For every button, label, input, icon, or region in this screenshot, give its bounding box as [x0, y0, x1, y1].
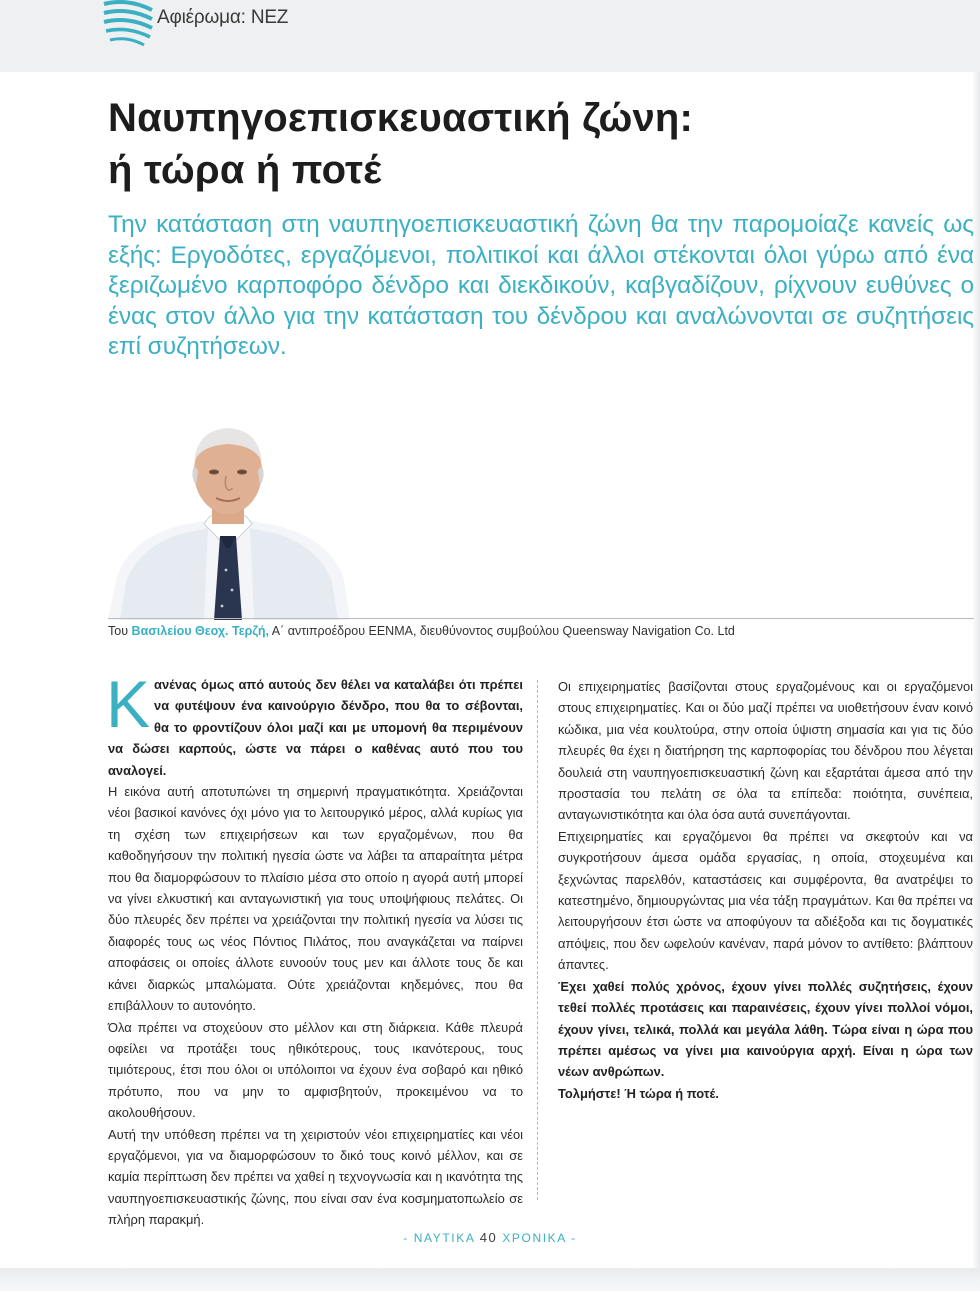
- column-divider: [537, 680, 538, 1200]
- page-number: 40: [479, 1230, 498, 1245]
- article-lede: Την κατάσταση στη ναυπηγοεπισκευαστική ζώνη θα την παρομοίαζε κανείς ως εξής: Εργοδότες, εργαζόμενοι, πολιτικοί και άλλοι στέκονται όλοι γύρω από ένα ξεριζωμένο καρποφόρο δένδρο και διεκδικούν, καβγαδίζουν, ρίχνουν ευθύνες ο ένας στον άλλο για την κατάσταση του δένδρου και αναλώνονται σε συζητήσεις επί συζητήσεων.: [108, 211, 974, 361]
- intro-paragraph: [106, 667, 523, 781]
- paragraph-2: Όλα πρέπει να στοχεύουν στο μέλλον και στη διάρκεια. Κάθε πλευρά οφείλει να προτάξει τους ηθικότερους, τους ικανότερους, τους τιμιότερους, έτσι που όλοι οι υπόλοιποι να έχουν ένα σοβαρό και ηθικό πρότυπο, που να μην το αμφισβητούν, προκειμένου να το ακολουθήσουν.: [108, 1019, 523, 1121]
- paragraph-4: Οι επιχειρηματίες βασίζονται στους εργαζομένους και οι εργαζόμενοι στους επιχειρηματίες. Και οι δύο μαζί πρέπει να υιοθετήσουν έναν κοινό κώδικα, μια νέα κουλτούρα, στην οποία ύψιστη σημασία και για τις δύο πλευρές θα έχει η διατήρηση της καρποφορίας του δένδρου που λέγεται δουλειά στη ναυπηγοεπισκευαστική ζώνη και εξαρτάται άμεσα από την προστασία του πελάτη σε όλα τα επίπεδα: ποιότητα, συνέπεια, ανταγωνιστικότητα και όλα όσα αυτά συνεπάγονται.: [558, 679, 973, 823]
- page-footer: [0, 1230, 980, 1245]
- footer-right: ΧΡΟΝΙΚΑ -: [502, 1231, 577, 1245]
- drop-cap: Κ: [106, 667, 151, 741]
- title-line-2: ή τώρα ή ποτέ: [108, 148, 382, 192]
- byline: [108, 624, 735, 638]
- closing-paragraph: Έχει χαθεί πολύς χρόνος, έχουν γίνει πολλές συζητήσεις, έχουν τεθεί πολλές προτάσεις και παραινέσεις, έχουν γίνει πολλοί νόμοι, έχουν γίνει, τελικά, πολλά και μεγάλα λάθη. Τώρα είναι η ώρα που πρέπει αμέσως να γίνει μια καινούργια αρχή. Είναι η ώρα των νέων ανθρώπων.: [558, 978, 973, 1080]
- byline-prefix: Του: [108, 624, 129, 638]
- footer-left: - ΝΑΥΤΙΚΑ: [403, 1231, 475, 1245]
- paragraph-3: Αυτή την υπόθεση πρέπει να τη χειριστούν νέοι επιχειρηματίες και νέοι εργαζόμενοι, για να διαμορφώσουν το δικό τους κοινό μέλλον, και σε καμία περίπτωση δεν πρέπει να χαθεί η τεχνογνωσία και η ικανότητα της ναυπηγοεπισκευαστικής ζώνης, που είναι σαν ένα κοσμηματοπωλείο σε πλήρη παρακμή.: [108, 1126, 523, 1228]
- byline-author: Βασιλείου Θεοχ. Τερζή,: [131, 624, 269, 638]
- page-bottom-shadow: [0, 1268, 980, 1291]
- byline-divider: [108, 618, 974, 619]
- paragraph-1: Η εικόνα αυτή αποτυπώνει τη σημερινή πραγματικότητα. Χρειάζονται νέοι βασικοί κανόνες όχι μόνο για το λειτουργικό μέρος, αλλά κυρίως για τη σχέση των επιχειρήσεων και των εργαζομένων, που θα καθοδηγήσουν την πολιτική ηγεσία ώστε να λάβει τα απαραίτητα μέτρα που θα διαμορφώσουν το πλαίσιο μέσα στο οποίο η αγορά αυτή μπορεί να γίνει ελκυστική και ανταγωνιστική για τους υποψήφιους πελάτες. Οι δύο πλευρές δεν πρέπει να χρειάζονται την πολιτική ηγεσία να λύσει τις διαφορές τους ως νέος Πόντιος Πιλάτος, που αναγκάζεται να παίρνει αποφάσεις οι οποίες άλλοτε ευνοούν τους μεν και άλλοτε τους δε και κάνει διαρκώς μπαλώματα. Ούτε χρειάζονται κηδεμόνες, που θα επιβάλλουν το αυτονόητο.: [108, 784, 523, 1014]
- byline-role: Α΄ αντιπροέδρου ΕΕΝΜΑ, διευθύνοντος συμβούλου Queensway Navigation Co. Ltd: [271, 624, 735, 638]
- wave-logo-icon: [100, 0, 156, 48]
- article-title: [108, 92, 693, 196]
- section-label: Αφιέρωμα: ΝΕΖ: [157, 7, 289, 28]
- author-photo: [108, 420, 350, 620]
- intro-text: ανένας όμως από αυτούς δεν θέλει να καταλάβει ότι πρέπει να φυτέψουν ένα καινούργιο δένδρο, που θα το σέβονται, θα το φροντίζουν όλοι μαζί και με υπομονή θα περιμένουν να δώσει καρπούς, ώστε να πάρει ο καθένας αυτό που του αναλογεί.: [108, 677, 523, 778]
- paragraph-5: Επιχειρηματίες και εργαζόμενοι θα πρέπει να σκεφτούν και να συγκροτήσουν άμεσα ομάδα εργασίας, η οποία, στοχευμένα και ξεχνώντας παρελθόν, καταστάσεις και συμφέροντα, θα ανατρέψει το κατεστημένο, δημιουργώντας μια νέα τάξη πραγμάτων. Και θα πρέπει να λειτουργήσουν έτσι ώστε να αποφύγουν τα αδιέξοδα και τις δογματικές απόψεις, που δεν ωφελούν κανέναν, παρά μόνον το αντίθετο: βλάπτουν άπαντες.: [558, 828, 973, 973]
- title-line-1: Ναυπηγοεπισκευαστική ζώνη:: [108, 96, 694, 140]
- column-left: [106, 667, 523, 1231]
- final-line: Τολμήστε! Ή τώρα ή ποτέ.: [558, 1085, 719, 1101]
- column-right: [558, 676, 973, 1104]
